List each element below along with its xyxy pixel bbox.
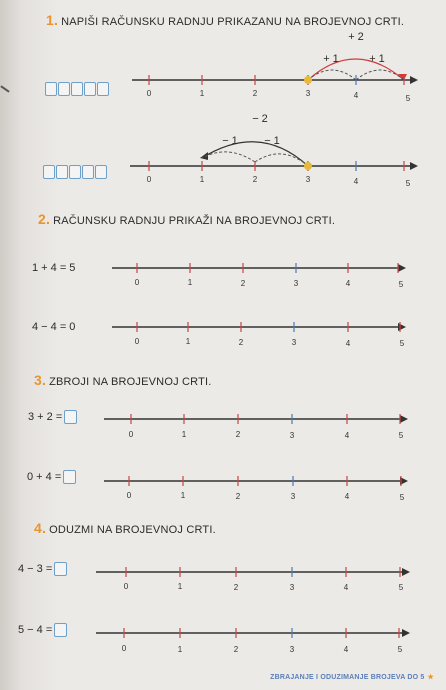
tick-label: 5 (399, 493, 405, 502)
section-2-heading (38, 211, 335, 227)
tick-label: 1 (177, 645, 183, 654)
answer-box[interactable] (97, 82, 109, 96)
tick-label: 0 (123, 582, 129, 591)
answer-box[interactable] (84, 82, 96, 96)
tick-label: 4 (344, 492, 350, 501)
arc-total-label: + 2 (348, 31, 364, 43)
arc-step-label: + 1 (369, 53, 385, 65)
section-4-heading (34, 520, 216, 536)
footer (270, 673, 434, 681)
answer-boxes-1b[interactable] (43, 165, 107, 179)
tick-label: 5 (398, 280, 404, 289)
axis-arrowhead (410, 162, 418, 170)
answer-boxes-1a[interactable] (45, 82, 109, 96)
tick-label: 0 (134, 278, 140, 287)
tick-label: 3 (289, 645, 295, 654)
number-line-3b[interactable] (104, 469, 424, 509)
tick-label: 1 (199, 175, 205, 184)
tick-label: 0 (134, 337, 140, 346)
number-line-1b (122, 112, 422, 192)
number-line-1a (122, 28, 422, 108)
answer-box[interactable] (54, 623, 67, 637)
answer-box[interactable] (71, 82, 83, 96)
task3-expression-2: 0 + 4 = (27, 470, 62, 483)
arc-total-label: − 2 (252, 113, 268, 125)
section-3-title: ZBROJI NA BROJEVNOJ CRTI. (49, 376, 212, 388)
section-4-number: 4. (34, 520, 47, 536)
task2-expression-1: 1 + 4 = 5 (32, 262, 76, 274)
tick-label: 5 (398, 431, 404, 440)
answer-box[interactable] (69, 165, 81, 179)
arc-step-label: − 1 (264, 135, 280, 147)
tick-label: 1 (177, 582, 183, 591)
tick-label: 4 (343, 583, 349, 592)
tick-label: 2 (235, 430, 241, 439)
section-1-heading (46, 12, 404, 28)
tick-label: 3 (305, 175, 311, 184)
highlighted-point (304, 76, 312, 84)
tick-label: 0 (146, 175, 152, 184)
section-3-number: 3. (34, 372, 47, 388)
number-line-2a[interactable] (112, 256, 422, 296)
tick-label: 5 (405, 179, 411, 188)
tick-label: 3 (289, 431, 295, 440)
answer-box[interactable] (54, 562, 67, 576)
tick-label: 4 (345, 339, 351, 348)
task3-expression-1: 3 + 2 = (28, 410, 63, 423)
answer-box[interactable] (82, 165, 94, 179)
section-3-heading (34, 372, 212, 388)
axis-arrowhead (410, 76, 418, 84)
star-icon: ★ (427, 674, 434, 681)
number-line-2b[interactable] (112, 315, 422, 355)
task4-row-1 (18, 562, 67, 576)
number-line-4b[interactable] (96, 621, 426, 661)
task3-row-2 (27, 470, 76, 484)
tick-label: 3 (291, 338, 297, 347)
tick-label: 3 (305, 89, 311, 98)
tick-label: 1 (199, 89, 205, 98)
tick-label: 4 (344, 431, 350, 440)
tick-label: 4 (345, 279, 351, 288)
tick-label: 1 (180, 491, 186, 500)
tick-label: 3 (290, 492, 296, 501)
answer-box[interactable] (95, 165, 107, 179)
tick-label: 1 (185, 337, 191, 346)
tick-label: 2 (233, 583, 239, 592)
highlighted-point (304, 162, 312, 170)
tick-label: 4 (353, 177, 359, 186)
answer-box[interactable] (64, 410, 77, 424)
section-2-title: RAČUNSKU RADNJU PRIKAŽI NA BROJEVNOJ CRTI. (53, 215, 336, 227)
section-1-number: 1. (46, 12, 59, 28)
arc-step-label: − 1 (222, 135, 238, 147)
tick-label: 5 (398, 583, 404, 592)
answer-box[interactable] (43, 165, 55, 179)
arc-step-1 (308, 70, 356, 80)
tick-label: 2 (252, 175, 258, 184)
task4-row-2 (18, 623, 67, 637)
number-line-4a[interactable] (96, 560, 426, 600)
tick-label: 0 (126, 491, 132, 500)
tick-label: 4 (353, 91, 359, 100)
tick-label: 2 (252, 89, 258, 98)
tick-label: 5 (399, 339, 405, 348)
answer-box[interactable] (45, 82, 57, 96)
tick-label: 2 (240, 279, 246, 288)
answer-box[interactable] (56, 165, 68, 179)
tick-label: 1 (187, 278, 193, 287)
tick-label: 0 (121, 644, 127, 653)
tick-label: 5 (405, 94, 411, 103)
tick-label: 2 (238, 338, 244, 347)
number-line-3a[interactable] (104, 407, 424, 447)
arc-step-label: + 1 (323, 53, 339, 65)
tick-label: 3 (293, 279, 299, 288)
tick-label: 3 (289, 583, 295, 592)
section-4-title: ODUZMI NA BROJEVNOJ CRTI. (49, 524, 216, 536)
footer-text: ZBRAJANJE I ODUZIMANJE BROJEVA DO 5 (270, 674, 425, 681)
tick-label: 2 (233, 645, 239, 654)
answer-box[interactable] (63, 470, 76, 484)
tick-label: 5 (397, 645, 403, 654)
answer-box[interactable] (58, 82, 70, 96)
section-2-number: 2. (38, 211, 51, 227)
tick-label: 0 (146, 89, 152, 98)
section-1-title: NAPIŠI RAČUNSKU RADNJU PRIKAZANU NA BROJEVNOJ CRTI. (61, 16, 405, 28)
task4-expression-2: 5 − 4 = (18, 623, 53, 636)
tick-label: 0 (128, 430, 134, 439)
task2-expression-2: 4 − 4 = 0 (32, 321, 76, 333)
tick-label: 4 (343, 645, 349, 654)
task3-row-1 (28, 410, 77, 424)
tick-label: 2 (235, 492, 241, 501)
task4-expression-1: 4 − 3 = (18, 562, 53, 575)
tick-label: 1 (181, 430, 187, 439)
